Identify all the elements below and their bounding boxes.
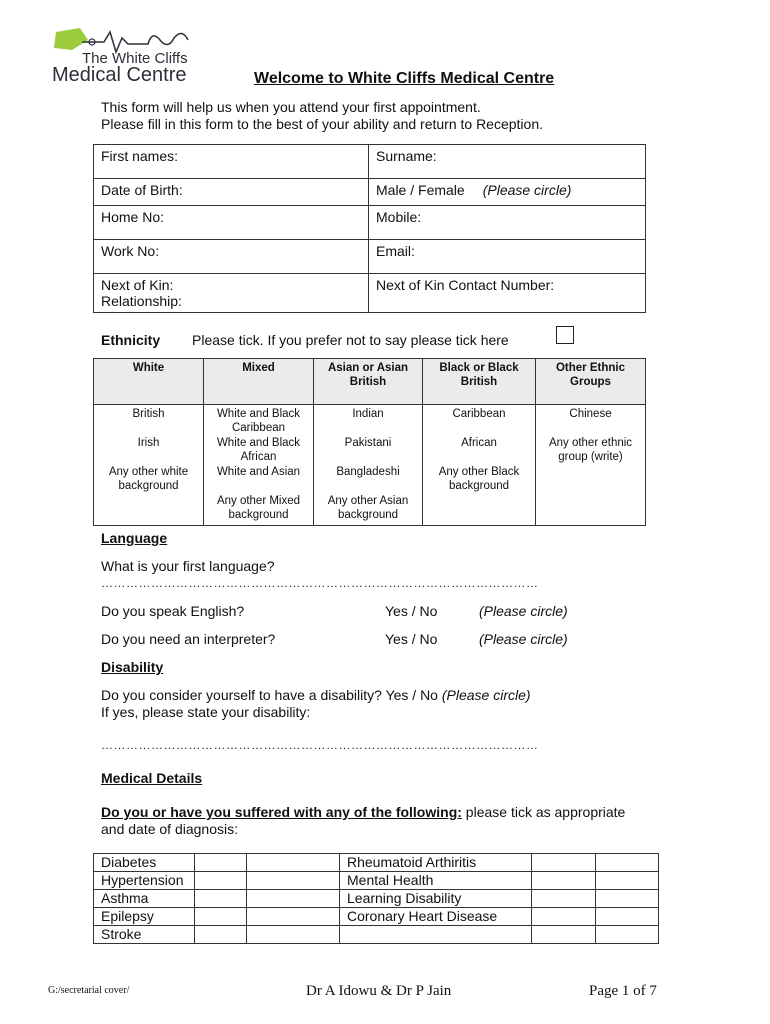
- eth-option[interactable]: White and Black African: [216, 437, 301, 463]
- tick-cell[interactable]: [532, 890, 596, 908]
- first-language-answer-line[interactable]: ……………………………………………………………………………………………: [101, 576, 539, 590]
- sex-note: (Please circle): [482, 182, 572, 198]
- eth-column-white: [94, 405, 204, 526]
- medical-heading: Medical Details: [101, 770, 203, 786]
- eth-column-mixed: [204, 405, 314, 526]
- eth-option[interactable]: Any other Mixed background: [216, 495, 301, 521]
- disability-question: [101, 687, 531, 703]
- eth-option[interactable]: Any other white background: [108, 466, 189, 492]
- email-field[interactable]: [369, 240, 646, 274]
- medical-question: [101, 804, 625, 838]
- date-cell[interactable]: [596, 926, 659, 944]
- prefer-not-to-say-checkbox[interactable]: [556, 326, 574, 344]
- next-of-kin-field[interactable]: [94, 274, 369, 313]
- footer-doctors: Dr A Idowu & Dr P Jain: [306, 983, 452, 999]
- tick-cell[interactable]: [195, 908, 247, 926]
- surname-field[interactable]: [369, 145, 646, 179]
- condition-label: Rheumatoid Arthiritis: [340, 854, 532, 872]
- intro-line: Please fill in this form to the best of your ability and return to Reception.: [101, 116, 544, 132]
- medical-question-bold: Do you or have you suffered with any of the following:: [101, 804, 462, 820]
- eth-option[interactable]: Bangladeshi: [336, 466, 400, 478]
- eth-header-asian: Asian or Asian British: [314, 359, 423, 405]
- disability-note: (Please circle): [441, 687, 531, 703]
- relationship-label: Relationship:: [101, 293, 182, 309]
- first-names-field[interactable]: [94, 145, 369, 179]
- first-language-question: What is your first language?: [101, 558, 275, 574]
- eth-column-other: [536, 405, 646, 526]
- condition-label: Asthma: [94, 890, 195, 908]
- eth-header-white: White: [94, 359, 204, 405]
- dob-label: Date of Birth:: [101, 182, 183, 198]
- eth-option[interactable]: Caribbean: [452, 408, 506, 420]
- disability-state-label: If yes, please state your disability:: [101, 704, 311, 720]
- ethnicity-heading: Ethnicity: [101, 332, 161, 348]
- eth-header-mixed: Mixed: [204, 359, 314, 405]
- speak-english-options[interactable]: Yes / No: [385, 603, 438, 619]
- logo-text-line1: The White Cliffs: [82, 50, 188, 67]
- condition-label: Hypertension: [94, 872, 195, 890]
- date-cell[interactable]: [596, 908, 659, 926]
- eth-option[interactable]: Indian: [352, 408, 384, 420]
- tick-cell[interactable]: [195, 926, 247, 944]
- tick-cell[interactable]: [532, 854, 596, 872]
- date-cell[interactable]: [596, 890, 659, 908]
- eth-option[interactable]: African: [461, 437, 497, 449]
- footer-page-number: Page 1 of 7: [589, 983, 657, 999]
- speak-english-note: (Please circle): [479, 603, 568, 619]
- condition-label: Learning Disability: [340, 890, 532, 908]
- page-title: Welcome to White Cliffs Medical Centre: [254, 70, 555, 87]
- eth-option[interactable]: Any other Asian background: [327, 495, 409, 521]
- mobile-field[interactable]: [369, 206, 646, 240]
- personal-details-table: [93, 144, 646, 313]
- tick-cell[interactable]: [195, 890, 247, 908]
- date-cell[interactable]: [247, 926, 340, 944]
- medical-question-line2: and date of diagnosis:: [101, 821, 238, 837]
- eth-option[interactable]: Pakistani: [344, 437, 392, 449]
- home-no-label: Home No:: [101, 209, 165, 225]
- interpreter-note: (Please circle): [479, 631, 568, 647]
- medical-question-rest: please tick as appropriate: [461, 804, 626, 820]
- tick-cell[interactable]: [532, 926, 596, 944]
- sex-options[interactable]: Male / Female: [376, 182, 465, 198]
- eth-column-black: [423, 405, 536, 526]
- disability-answer-line[interactable]: ……………………………………………………………………………………………: [101, 738, 539, 752]
- disability-heading: Disability: [101, 659, 164, 675]
- kin-contact-field[interactable]: [369, 274, 646, 313]
- tick-cell[interactable]: [532, 872, 596, 890]
- work-no-label: Work No:: [101, 243, 160, 259]
- condition-label: Coronary Heart Disease: [340, 908, 532, 926]
- practice-logo: [52, 26, 202, 86]
- dob-field[interactable]: [94, 179, 369, 206]
- ethnicity-instruction: Please tick. If you prefer not to say please tick here: [192, 332, 509, 348]
- eth-option[interactable]: Any other ethnic group (write): [548, 437, 633, 463]
- surname-label: Surname:: [376, 148, 437, 164]
- tick-cell[interactable]: [195, 872, 247, 890]
- home-no-field[interactable]: [94, 206, 369, 240]
- condition-label: Epilepsy: [94, 908, 195, 926]
- first-names-label: First names:: [101, 148, 179, 164]
- eth-column-asian: [314, 405, 423, 526]
- mobile-label: Mobile:: [376, 209, 422, 225]
- table-row: [94, 872, 659, 890]
- table-row: [94, 908, 659, 926]
- speak-english-question: Do you speak English?: [101, 603, 245, 619]
- intro-text: [101, 99, 543, 133]
- language-heading: Language: [101, 530, 168, 546]
- table-row: [94, 854, 659, 872]
- tick-cell[interactable]: [532, 908, 596, 926]
- eth-option[interactable]: White and Asian: [216, 466, 301, 478]
- medical-conditions-table: [93, 853, 659, 944]
- kin-contact-label: Next of Kin Contact Number:: [376, 277, 555, 293]
- intro-line: This form will help us when you attend your first appointment.: [101, 99, 481, 115]
- eth-option[interactable]: British: [132, 408, 165, 420]
- date-cell[interactable]: [596, 854, 659, 872]
- tick-cell[interactable]: [195, 854, 247, 872]
- eth-option[interactable]: Irish: [137, 437, 160, 449]
- date-cell[interactable]: [247, 908, 340, 926]
- next-of-kin-label: Next of Kin:: [101, 277, 174, 293]
- date-cell[interactable]: [247, 872, 340, 890]
- email-label: Email:: [376, 243, 415, 259]
- table-row: [94, 926, 659, 944]
- condition-label: Diabetes: [94, 854, 195, 872]
- eth-header-other: Other Ethnic Groups: [536, 359, 646, 405]
- logo-text-line2: Medical Centre: [52, 64, 187, 86]
- eth-option[interactable]: Any other Black background: [438, 466, 520, 492]
- date-cell[interactable]: [596, 872, 659, 890]
- interpreter-question: Do you need an interpreter?: [101, 631, 276, 647]
- footer-path: G:/secretarial cover/: [48, 985, 130, 996]
- date-cell[interactable]: [247, 854, 340, 872]
- eth-option[interactable]: Chinese: [569, 408, 612, 420]
- ethnicity-table: [93, 358, 646, 526]
- sex-field[interactable]: [369, 179, 646, 206]
- interpreter-options[interactable]: Yes / No: [385, 631, 438, 647]
- condition-label: Mental Health: [340, 872, 532, 890]
- eth-option[interactable]: White and Black Caribbean: [216, 408, 301, 434]
- table-row: [94, 890, 659, 908]
- disability-question-text[interactable]: Do you consider yourself to have a disability? Yes / No: [101, 687, 438, 703]
- date-cell[interactable]: [247, 890, 340, 908]
- condition-label: Stroke: [94, 926, 195, 944]
- condition-label: [340, 926, 532, 944]
- eth-header-black: Black or Black British: [423, 359, 536, 405]
- work-no-field[interactable]: [94, 240, 369, 274]
